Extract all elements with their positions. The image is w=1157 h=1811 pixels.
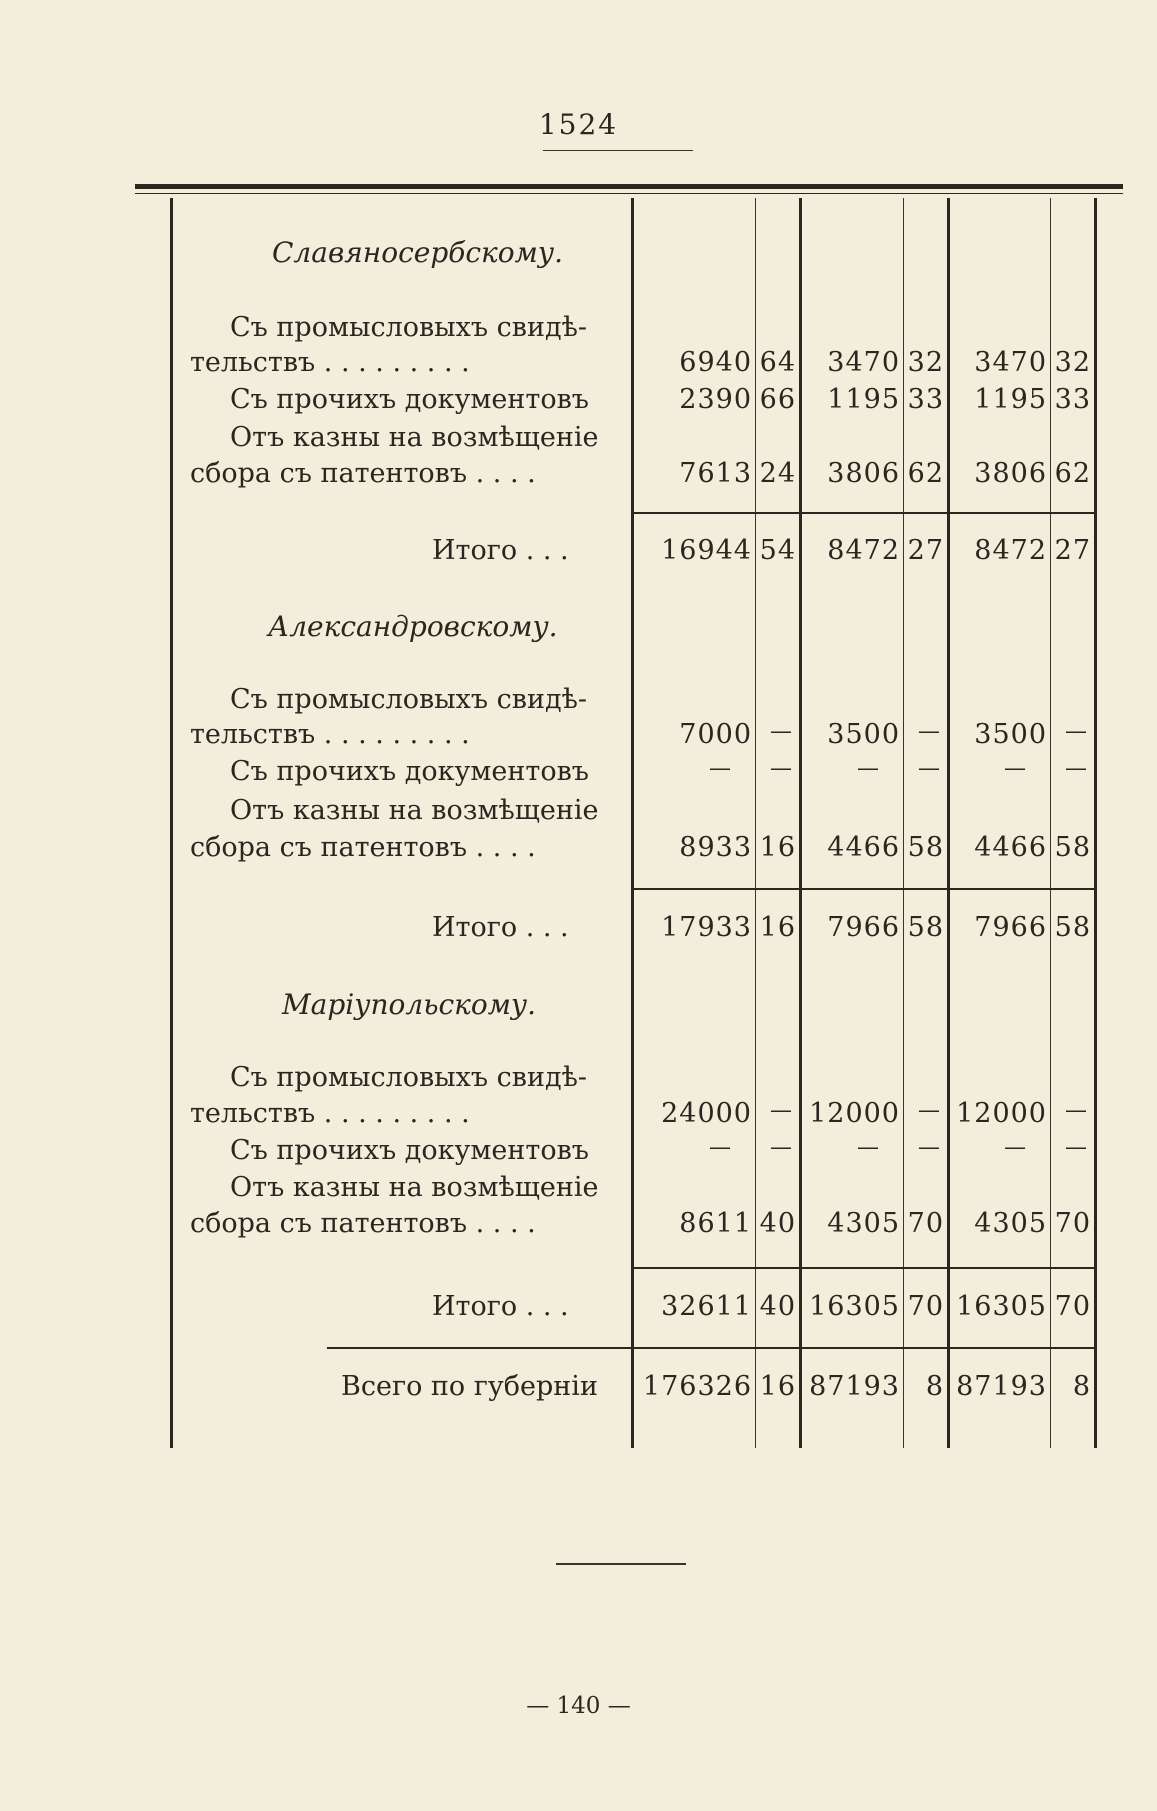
cell-c5: 3806 xyxy=(974,458,1047,489)
grand-total-c4: 8 xyxy=(925,1371,944,1402)
row-label: Съ промысловыхъ свидѣ- xyxy=(230,684,587,715)
cell-c1: 6940 xyxy=(679,347,752,378)
cell-c5: 4305 xyxy=(974,1208,1047,1239)
total-c1: 17933 xyxy=(661,912,752,943)
cell-c3: — xyxy=(857,1135,880,1160)
section-heading-mariupol: Маріупольскому. xyxy=(282,988,537,1021)
cell-c1: — xyxy=(709,756,732,781)
row-label: тельствъ . . . . . . . . . xyxy=(190,1098,470,1129)
rule-grand-total xyxy=(327,1347,1096,1349)
row-label: сбора съ патентовъ . . . . xyxy=(190,1208,536,1239)
total-c5: 8472 xyxy=(974,535,1047,566)
cell-c4: — xyxy=(918,719,941,744)
rule-total-1 xyxy=(631,512,1096,514)
row-label: Отъ казны на возмѣщеніе xyxy=(230,1172,599,1203)
row-label: Съ прочихъ документовъ xyxy=(230,756,589,787)
section-heading-slavyanoserbsk: Славяносербскому. xyxy=(272,236,563,269)
row-label: сбора съ патентовъ . . . . xyxy=(190,832,536,863)
cell-c5: — xyxy=(1004,1135,1027,1160)
page-number-underline xyxy=(543,150,693,151)
total-c5: 7966 xyxy=(974,912,1047,943)
cell-c4: — xyxy=(918,756,941,781)
cell-c1: 8611 xyxy=(679,1208,752,1239)
col-line-outer-right xyxy=(1094,198,1097,1448)
cell-c5: 1195 xyxy=(974,384,1047,415)
cell-c2: — xyxy=(770,756,793,781)
rule-total-2 xyxy=(631,888,1096,890)
cell-c6: 58 xyxy=(1054,832,1091,863)
cell-c5: 4466 xyxy=(974,832,1047,863)
col-line-3 xyxy=(903,198,904,1448)
total-c4: 27 xyxy=(907,535,944,566)
cell-c4: 33 xyxy=(907,384,944,415)
grand-total-c1: 176326 xyxy=(642,1371,752,1402)
col-line-2 xyxy=(799,198,802,1448)
row-label: Отъ казны на возмѣщеніе xyxy=(230,795,599,826)
grand-total-c5: 87193 xyxy=(956,1371,1047,1402)
section-heading-aleksandrovsk: Александровскому. xyxy=(268,610,558,643)
cell-c3: 12000 xyxy=(809,1098,900,1129)
total-c2: 16 xyxy=(759,912,796,943)
page-number-top: 1524 xyxy=(538,108,619,141)
row-label: Съ прочихъ документовъ xyxy=(230,1135,589,1166)
cell-c4: 70 xyxy=(907,1208,944,1239)
total-c2: 54 xyxy=(759,535,796,566)
total-c3: 8472 xyxy=(827,535,900,566)
cell-c3: 4305 xyxy=(827,1208,900,1239)
cell-c2: — xyxy=(770,1098,793,1123)
row-label: Съ промысловыхъ свидѣ- xyxy=(230,1062,587,1093)
col-line-outer-left xyxy=(170,198,173,1448)
cell-c6: 62 xyxy=(1054,458,1091,489)
total-c1: 32611 xyxy=(661,1291,752,1322)
rule-total-3 xyxy=(631,1267,1096,1269)
table-top-rule xyxy=(135,184,1123,189)
row-label: Съ промысловыхъ свидѣ- xyxy=(230,312,587,343)
cell-c6: — xyxy=(1065,1098,1088,1123)
col-line-5 xyxy=(1050,198,1051,1448)
cell-c1: 8933 xyxy=(679,832,752,863)
grand-total-label: Всего по губерніи xyxy=(341,1371,598,1402)
grand-total-c3: 87193 xyxy=(809,1371,900,1402)
cell-c3: 3806 xyxy=(827,458,900,489)
table-top-rule-thin xyxy=(135,193,1123,194)
row-label: Съ прочихъ документовъ xyxy=(230,384,589,415)
row-label: Отъ казны на возмѣщеніе xyxy=(230,422,599,453)
cell-c4: — xyxy=(918,1135,941,1160)
cell-c3: 3470 xyxy=(827,347,900,378)
cell-c1: — xyxy=(709,1135,732,1160)
cell-c6: 70 xyxy=(1054,1208,1091,1239)
total-c4: 58 xyxy=(907,912,944,943)
cell-c3: 3500 xyxy=(827,719,900,750)
cell-c2: — xyxy=(770,719,793,744)
col-line-label-right xyxy=(631,198,634,1448)
row-label: тельствъ . . . . . . . . . xyxy=(190,347,470,378)
total-label: Итого . . . xyxy=(432,912,569,943)
cell-c6: 33 xyxy=(1054,384,1091,415)
cell-c2: 40 xyxy=(759,1208,796,1239)
total-label: Итого . . . xyxy=(432,1291,569,1322)
cell-c5: 12000 xyxy=(956,1098,1047,1129)
cell-c2: 24 xyxy=(759,458,796,489)
cell-c2: 66 xyxy=(759,384,796,415)
cell-c4: 32 xyxy=(907,347,944,378)
total-c3: 16305 xyxy=(809,1291,900,1322)
total-c2: 40 xyxy=(759,1291,796,1322)
grand-total-c6: 8 xyxy=(1072,1371,1091,1402)
cell-c2: — xyxy=(770,1135,793,1160)
cell-c6: 32 xyxy=(1054,347,1091,378)
total-c3: 7966 xyxy=(827,912,900,943)
cell-c2: 64 xyxy=(759,347,796,378)
cell-c1: 2390 xyxy=(679,384,752,415)
total-c6: 58 xyxy=(1054,912,1091,943)
cell-c1: 7000 xyxy=(679,719,752,750)
cell-c5: — xyxy=(1004,756,1027,781)
total-c6: 70 xyxy=(1054,1291,1091,1322)
cell-c4: — xyxy=(918,1098,941,1123)
bottom-short-rule xyxy=(556,1563,686,1565)
row-label: сбора съ патентовъ . . . . xyxy=(190,458,536,489)
cell-c1: 24000 xyxy=(661,1098,752,1129)
cell-c6: — xyxy=(1065,719,1088,744)
page-footer: — 140 — xyxy=(526,1693,631,1719)
cell-c6: — xyxy=(1065,1135,1088,1160)
total-c1: 16944 xyxy=(661,535,752,566)
cell-c5: 3500 xyxy=(974,719,1047,750)
cell-c1: 7613 xyxy=(679,458,752,489)
total-c5: 16305 xyxy=(956,1291,1047,1322)
grand-total-c2: 16 xyxy=(759,1371,796,1402)
cell-c6: — xyxy=(1065,756,1088,781)
cell-c5: 3470 xyxy=(974,347,1047,378)
cell-c4: 58 xyxy=(907,832,944,863)
row-label: тельствъ . . . . . . . . . xyxy=(190,719,470,750)
col-line-1 xyxy=(755,198,756,1448)
total-label: Итого . . . xyxy=(432,535,569,566)
cell-c4: 62 xyxy=(907,458,944,489)
total-c6: 27 xyxy=(1054,535,1091,566)
cell-c3: — xyxy=(857,756,880,781)
cell-c2: 16 xyxy=(759,832,796,863)
total-c4: 70 xyxy=(907,1291,944,1322)
cell-c3: 4466 xyxy=(827,832,900,863)
col-line-4 xyxy=(947,198,950,1448)
cell-c3: 1195 xyxy=(827,384,900,415)
